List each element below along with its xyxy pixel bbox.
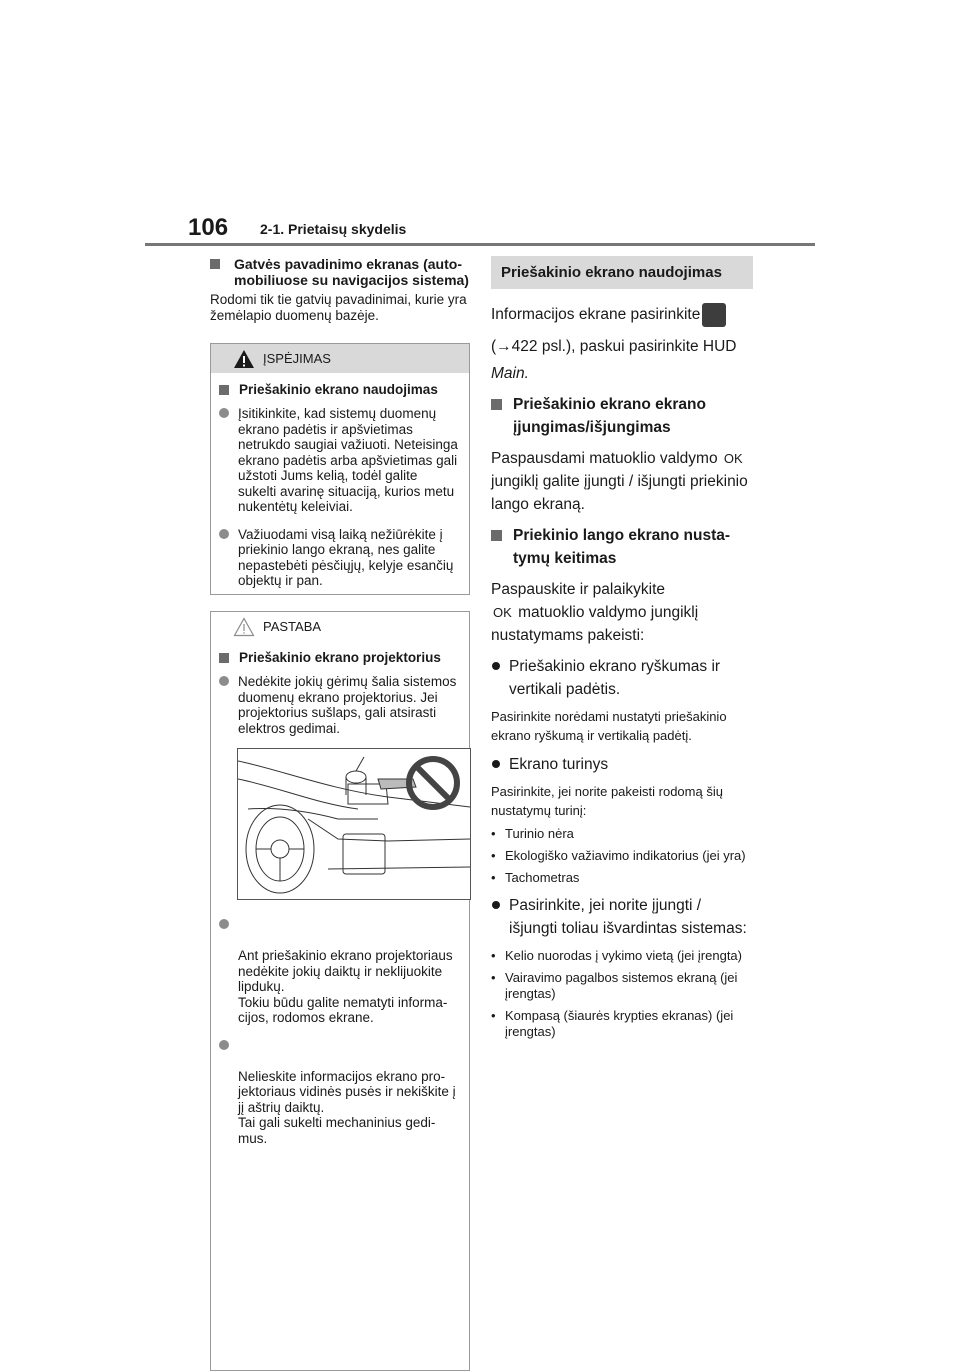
warning-header (211, 344, 469, 373)
warning-triangle-icon (233, 349, 255, 369)
settings-gear-icon (702, 303, 726, 327)
ok-switch-icon: OK (493, 605, 512, 620)
setting-description: Pasirinkite, jei norite pakeisti rodomą šių nustatymų turinį: (491, 784, 723, 818)
list-item: • Kompasą (šiaurės krypties ekranas) (jei įrengtas) (491, 1008, 734, 1039)
list-item: • Tachometras (491, 870, 580, 885)
warning-item: Įsitikinkite, kad sistemų duomenų ekrano padėtis ir apšvietimas netrukdo saugiai važiuoti. Neteisinga ekrano padėtis arba apšvietimas gali užstoti Jums kelią, todėl galite sukelti avarinę situaciją, kurios metu nukentėtų keleiviai. (219, 406, 459, 515)
warning-box (210, 343, 470, 595)
round-bullet-icon (219, 408, 229, 418)
square-bullet-icon (219, 653, 229, 663)
note-item: Nelieskite informacijos ekrano projektoriaus vidinės pusės ir nekiškite į jį aštrių daiktų. Tai gali sukelti mechaninius gedimus. (219, 1038, 459, 1147)
setting-description: Pasirinkite norėdami nustatyti priešakinio ekrano ryškumą ir vertikalią padėtį. (491, 709, 727, 743)
caution-triangle-icon (233, 617, 255, 637)
round-bullet-icon (219, 1040, 229, 1050)
page-number: 106 (188, 214, 229, 241)
note-item: Nedėkite jokių gėrimų šalia sistemos duomenų ekrano projektorius. Jei projektorius sušlaps, gali atsirasti elektros gedimai. (219, 674, 459, 736)
round-bullet-icon (492, 901, 500, 909)
list-item: • Kelio nuorodas į vykimo vietą (jei įrengta) (491, 948, 742, 963)
list-item: • Ekologiško važiavimo indikatorius (jei yra) (491, 848, 746, 863)
setting-item: Ekrano turinys (491, 753, 753, 776)
note-header (211, 612, 469, 641)
note-box (210, 611, 470, 1371)
setting-item: Pasirinkite, jei norite įjungti / išjungti toliau išvardintas sistemas: (491, 894, 753, 940)
square-bullet-icon (210, 259, 220, 269)
dashboard-illustration (237, 748, 471, 900)
warning-title: ĮSPĖJIMAS (263, 351, 331, 366)
subsection-text: Paspauskite ir palaikykite OK matuoklio valdymo jungiklį nustatymams pakeisti: (491, 581, 699, 644)
street-name-paragraph: Rodomi tik tie gatvių pavadinimai, kurie yra žemėlapio duomenų bazėje. (210, 292, 467, 323)
round-bullet-icon (492, 662, 500, 670)
warning-item: Važiuodami visą laiką nežiūrėkite į priekinio lango ekraną, nes galite nepastebėti pėsčiųjų, kelyje esančių objektų ir pan. (219, 527, 459, 589)
subsection-text: Paspausdami matuoklio valdymo OK jungiklį galite įjungti / išjungti priekinio lango ekraną. (491, 447, 753, 516)
list-item: • Vairavimo pagalbos sistemos ekraną (jei įrengtas) (491, 970, 738, 1001)
left-column (210, 256, 470, 1146)
running-header: 2-1. Prietaisų skydelis (260, 221, 407, 237)
subsection-heading: Priekinio lango ekrano nustatymų keitimas (491, 524, 753, 570)
intro-line: (→422 psl.), paskui pasirinkite HUD (491, 338, 737, 355)
intro-line: Informacijos ekrane pasirinkite (491, 303, 753, 327)
square-bullet-icon (491, 530, 502, 541)
note-subheading: Priešakinio ekrano projektorius (219, 650, 459, 666)
round-bullet-icon (219, 676, 229, 686)
ok-switch-icon: OK (723, 451, 743, 466)
right-column (491, 256, 753, 1040)
list-item: • Turinio nėra (491, 826, 574, 841)
note-title: PASTABA (263, 619, 322, 634)
round-bullet-icon (492, 760, 500, 768)
round-bullet-icon (219, 919, 229, 929)
section-title-bar: Priešakinio ekrano naudojimas (491, 256, 753, 289)
square-bullet-icon (219, 385, 229, 395)
round-bullet-icon (219, 529, 229, 539)
square-bullet-icon (491, 399, 502, 410)
intro-line: Main. (491, 365, 529, 382)
setting-item: Priešakinio ekrano ryškumas ir vertikali padėtis. (491, 655, 753, 701)
warning-subheading: Priešakinio ekrano naudojimas (219, 382, 459, 398)
note-item: Ant priešakinio ekrano projektoriaus nedėkite jokių daiktų ir neklijuokite lipdukų. Tokiu būdu galite nematyti informacijos, rodomos ekrane. (219, 917, 459, 1026)
header-rule (145, 243, 815, 246)
street-name-heading: Gatvės pavadinimo ekranas (automobiliuose su navigacijos sistema) (210, 256, 470, 288)
subsection-heading: Priešakinio ekrano ekrano įjungimas/išjungimas (491, 393, 753, 439)
